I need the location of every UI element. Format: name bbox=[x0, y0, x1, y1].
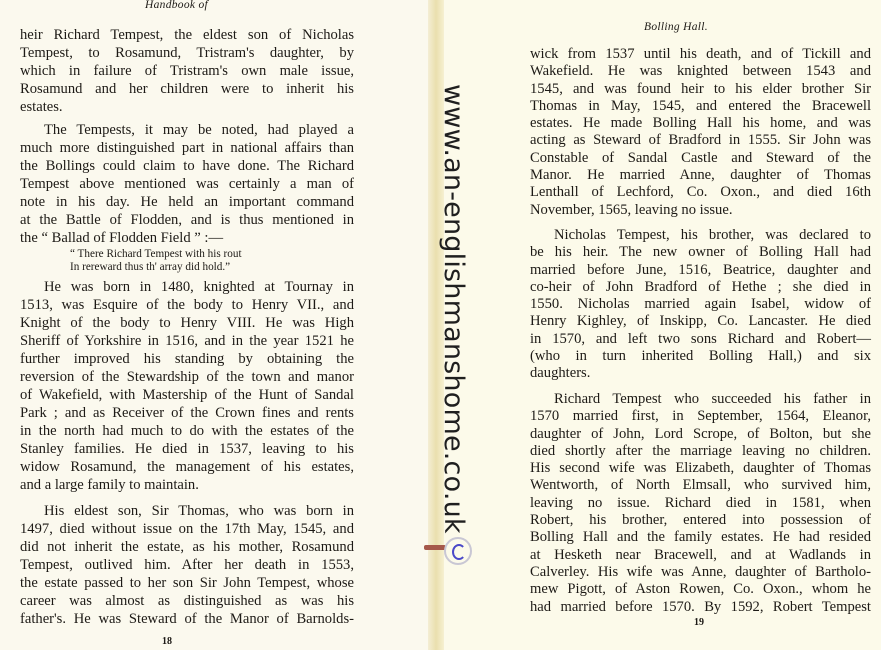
text-line: Constable of Sandal Castle and Steward of the bbox=[530, 149, 871, 166]
text-line: Nicholas Tempest, his brother, was declared to bbox=[554, 227, 871, 243]
text-line: of Wakefield, with Mastership of the Hunt of Sandal bbox=[20, 387, 354, 403]
text-line: and a large family to maintain. bbox=[20, 477, 199, 493]
text-line: in 1570, and left two sons Richard and Robert— bbox=[530, 330, 871, 347]
text-line: His eldest son, Sir Thomas, who was born in bbox=[44, 503, 354, 519]
verse-quote bbox=[70, 248, 242, 274]
paragraph bbox=[20, 26, 354, 116]
watermark-url: www.an-englishmanshome.co.uk bbox=[438, 84, 469, 534]
paragraph bbox=[530, 391, 871, 616]
text-line: Thomas in May, 1545, and entered the Bracewell bbox=[530, 97, 871, 114]
text-line: Wentworth, of North Elmsall, who survived him, bbox=[530, 477, 871, 494]
text-line: Tempest above mentioned was certainly a man of bbox=[20, 176, 354, 192]
text-line: 1570 married first, in September, 1564, Eleanor, bbox=[530, 408, 871, 425]
text-line: the estate passed to her son Sir John Tempest, whose bbox=[20, 575, 354, 591]
text-line: reversion of the Stewardship of the town and manor bbox=[20, 369, 354, 385]
text-line: at Hesketh near Bracewell, and at Wadlands in bbox=[530, 546, 871, 563]
text-line: 1513, was Esquire of the body to Henry VII., and bbox=[20, 297, 354, 313]
text-line: Rosamund and her children were to inherit his bbox=[20, 81, 354, 97]
text-line: did not inherit the estate, as his mother, Rosamund bbox=[20, 539, 354, 555]
text-line: estates. bbox=[20, 99, 63, 115]
text-line: Manor. He married Anne, daughter of Thomas bbox=[530, 167, 871, 184]
text-line: much more distinguished part in national affairs than bbox=[20, 140, 354, 156]
text-line: Calverley. His wife was Anne, daughter of Bartholo- bbox=[530, 563, 871, 580]
text-line: Wakefield. He was knighted between 1543 and bbox=[530, 63, 871, 80]
text-line: Richard Tempest who succeeded his father in bbox=[554, 391, 871, 407]
text-line: career was almost as distinguished as was his bbox=[20, 593, 354, 609]
text-line: Stanley families. He died in 1537, leaving to his bbox=[20, 441, 354, 457]
text-line: daughter of John, Lord Scrope, of Bolton, but she bbox=[530, 425, 871, 442]
text-line: in the north had much to do with the estates of the bbox=[20, 423, 354, 439]
text-line: wick from 1537 until his death, and of Tickill and bbox=[530, 46, 871, 62]
text-line: Park ; and as Receiver of the Crown fines and rents bbox=[20, 405, 354, 421]
text-line: daughters. bbox=[530, 365, 591, 382]
text-line: had married before 1570. By 1592, Robert Tempest bbox=[530, 598, 871, 615]
running-head: Handbook of bbox=[145, 0, 209, 11]
text-line: Lenthall of Lechford, Co. Oxon., and died 16th bbox=[530, 184, 871, 201]
text-line: Robert, his brother, entered into possession of bbox=[530, 512, 871, 529]
paragraph bbox=[20, 502, 354, 628]
text-line: be his heir. The new owner of Bolling Hall had bbox=[530, 244, 871, 261]
right-page bbox=[444, 0, 881, 650]
text-line: 1497, died without issue on the 17th May, 1545, and bbox=[20, 521, 354, 537]
text-line: November, 1565, leaving no issue. bbox=[530, 201, 733, 218]
text-line: father's. He was Steward of the Manor of Barnolds- bbox=[20, 611, 354, 627]
text-line: Tempest, outlived him. After her death in 1553, bbox=[20, 557, 354, 573]
text-line: “ There Richard Tempest with his rout bbox=[70, 248, 242, 260]
paragraph bbox=[530, 227, 871, 383]
ink-smudge bbox=[424, 545, 446, 550]
text-line: The Tempests, it may be noted, had played a bbox=[44, 122, 354, 138]
text-line: 1545, and was found heir to his elder brother Sir bbox=[530, 80, 871, 97]
text-line: He was born in 1480, knighted at Tournay in bbox=[44, 279, 354, 295]
text-line: widow Rosamund, the management of his estates, bbox=[20, 459, 354, 475]
text-line: (who in turn inherited Bolling Hall,) and six bbox=[530, 348, 871, 365]
text-line: Tempest, to Rosamund, Tristram's daughter, by bbox=[20, 45, 354, 61]
text-line: note in his day. He held an important command bbox=[20, 194, 354, 210]
page-number: 19 bbox=[694, 617, 704, 628]
text-line: In rereward thus th' array did hold.” bbox=[70, 261, 231, 273]
copyright-icon bbox=[444, 537, 472, 565]
text-line: further improved his standing by obtaining the bbox=[20, 351, 354, 367]
text-line: heir Richard Tempest, the eldest son of Nicholas bbox=[20, 27, 354, 43]
text-line: which in failure of Tristram's own male issue, bbox=[20, 63, 354, 79]
text-line: the “ Ballad of Flodden Field ” :— bbox=[20, 230, 224, 246]
text-line: 1550. Nicholas married again Isabel, widow of bbox=[530, 296, 871, 313]
text-line: married before June, 1516, Beatrice, daughter and bbox=[530, 261, 871, 278]
running-head: Bolling Hall. bbox=[644, 21, 708, 33]
page-number: 18 bbox=[162, 636, 172, 647]
text-line: estates. He made Bolling Hall his home, and was bbox=[530, 115, 871, 132]
left-page bbox=[0, 0, 432, 650]
text-line: Bolling Hall and the family estates. He had resided bbox=[530, 529, 871, 546]
text-line: at the Battle of Flodden, and is thus mentioned in bbox=[20, 212, 354, 228]
paragraph bbox=[530, 46, 871, 219]
text-line: leaving no issue. Richard died in 1581, when bbox=[530, 494, 871, 511]
text-line: Henry Kighley, of Inskipp, Co. Lancaster. He died bbox=[530, 313, 871, 330]
text-line: Sheriff of Yorkshire in 1516, and in the year 1521 he bbox=[20, 333, 354, 349]
text-line: died shortly after the marriage leaving no children. bbox=[530, 442, 871, 459]
text-line: His second wife was Elizabeth, daughter of Thomas bbox=[530, 460, 871, 477]
text-line: co-heir of John Bradford of Hethe ; she died in bbox=[530, 278, 871, 295]
paragraph bbox=[20, 278, 354, 494]
text-line: the Bollings could claim to have done. The Richard bbox=[20, 158, 354, 174]
text-line: Knight of the body to Henry VIII. He was High bbox=[20, 315, 354, 331]
text-line: acting as Steward of Bradford in 1555. Sir John was bbox=[530, 132, 871, 149]
paragraph bbox=[20, 121, 354, 247]
text-line: mew Pigott, of Aston Rowen, Co. Oxon., whom he bbox=[530, 581, 871, 598]
